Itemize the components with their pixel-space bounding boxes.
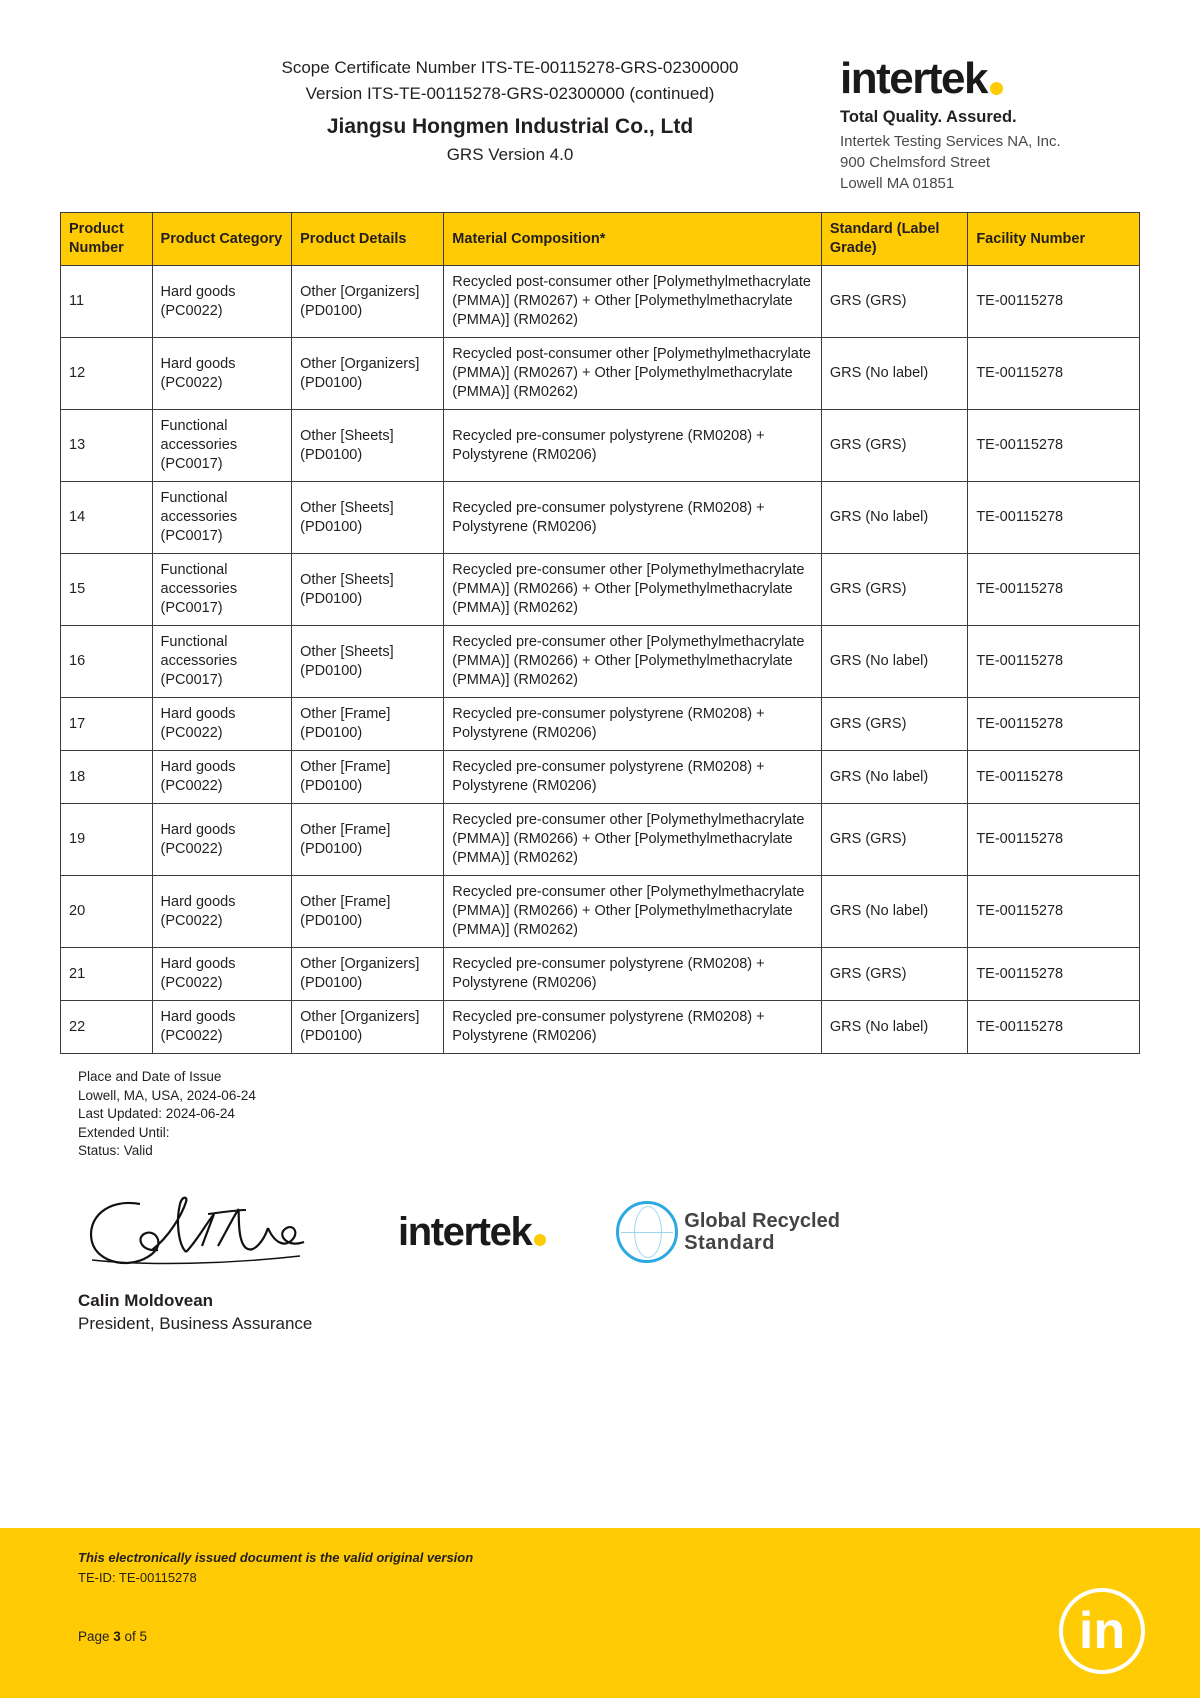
cell-product-category: Hard goods (PC0022) — [152, 266, 292, 338]
company-name: Jiangsu Hongmen Industrial Co., Ltd — [326, 115, 694, 138]
product-table — [60, 212, 1140, 1054]
cell-material-composition: Recycled pre-consumer polystyrene (RM0208) + Polystyrene (RM0206) — [444, 482, 822, 554]
issue-label: Place and Date of Issue — [78, 1069, 222, 1084]
cell-standard: GRS (No label) — [821, 626, 967, 698]
cell-product-details: Other [Sheets] (PD0100) — [292, 482, 444, 554]
cell-product-details: Other [Frame] (PD0100) — [292, 804, 444, 876]
page-prefix: Page — [78, 1629, 114, 1644]
cell-facility-number: TE-00115278 — [968, 338, 1140, 410]
table-header-row — [61, 213, 1140, 266]
table-row — [61, 338, 1140, 410]
cell-standard: GRS (GRS) — [821, 554, 967, 626]
cell-product-details: Other [Organizers] (PD0100) — [292, 338, 444, 410]
cell-product-category: Hard goods (PC0022) — [152, 948, 292, 1001]
cell-product-category: Functional accessories (PC0017) — [152, 410, 292, 482]
cell-material-composition: Recycled pre-consumer other [Polymethylmethacrylate (PMMA)] (RM0266) + Other [Polymethylmethacrylate (PMMA)] (RM0262) — [444, 554, 822, 626]
cell-material-composition: Recycled pre-consumer polystyrene (RM0208) + Polystyrene (RM0206) — [444, 751, 822, 804]
address-line-2: 900 Chelmsford Street — [840, 154, 991, 171]
table-row — [61, 626, 1140, 698]
issue-last-updated: Last Updated: 2024-06-24 — [78, 1106, 235, 1121]
cell-product-details: Other [Sheets] (PD0100) — [292, 626, 444, 698]
cell-standard: GRS (GRS) — [821, 698, 967, 751]
cell-material-composition: Recycled pre-consumer polystyrene (RM0208) + Polystyrene (RM0206) — [444, 1001, 822, 1054]
intertek-footer-logo-icon — [398, 1209, 546, 1254]
cell-product-number: 19 — [61, 804, 153, 876]
issue-extended-until: Extended Until: — [78, 1124, 170, 1140]
cell-facility-number: TE-00115278 — [968, 948, 1140, 1001]
cell-facility-number: TE-00115278 — [968, 1001, 1140, 1054]
cell-product-number: 15 — [61, 554, 153, 626]
table-row — [61, 698, 1140, 751]
grs-logo-line-1: Global Recycled — [684, 1209, 840, 1232]
certificate-version: Version ITS-TE-00115278-GRS-02300000 (continued) — [305, 84, 715, 103]
signer-block — [0, 1281, 1200, 1334]
cell-product-number: 14 — [61, 482, 153, 554]
cell-product-number: 17 — [61, 698, 153, 751]
cell-product-category: Hard goods (PC0022) — [152, 804, 292, 876]
cell-material-composition: Recycled post-consumer other [Polymethylmethacrylate (PMMA)] (RM0267) + Other [Polymethylmethacrylate (PMMA)] (RM0262) — [444, 266, 822, 338]
intertek-footer-logo-text: intertek — [398, 1209, 532, 1254]
cell-material-composition: Recycled pre-consumer polystyrene (RM0208) + Polystyrene (RM0206) — [444, 948, 822, 1001]
global-recycled-standard-logo — [616, 1201, 840, 1263]
cell-standard: GRS (GRS) — [821, 266, 967, 338]
cell-facility-number: TE-00115278 — [968, 804, 1140, 876]
footer-validity-note: This electronically issued document is the valid original version — [78, 1550, 474, 1565]
document-footer — [0, 1528, 1200, 1698]
cell-product-category: Hard goods (PC0022) — [152, 751, 292, 804]
cell-product-details: Other [Sheets] (PD0100) — [292, 554, 444, 626]
cell-product-category: Functional accessories (PC0017) — [152, 554, 292, 626]
cell-product-details: Other [Organizers] (PD0100) — [292, 948, 444, 1001]
grs-version: GRS Version 4.0 — [446, 145, 574, 164]
certificate-number: Scope Certificate Number ITS-TE-00115278-GRS-02300000 — [281, 58, 739, 77]
header-logo-block — [840, 55, 1140, 194]
signature-image — [78, 1184, 328, 1280]
cell-facility-number: TE-00115278 — [968, 410, 1140, 482]
col-header-standard-label-grade: Standard (Label Grade) — [821, 213, 967, 266]
cell-product-details: Other [Organizers] (PD0100) — [292, 266, 444, 338]
cell-product-category: Hard goods (PC0022) — [152, 698, 292, 751]
cell-material-composition: Recycled pre-consumer polystyrene (RM0208) + Polystyrene (RM0206) — [444, 410, 822, 482]
cell-product-details: Other [Organizers] (PD0100) — [292, 1001, 444, 1054]
signer-name: Calin Moldovean — [78, 1290, 214, 1310]
cell-material-composition: Recycled pre-consumer polystyrene (RM0208) + Polystyrene (RM0206) — [444, 698, 822, 751]
issue-place-date: Lowell, MA, USA, 2024-06-24 — [78, 1087, 256, 1103]
cell-facility-number: TE-00115278 — [968, 751, 1140, 804]
address-line-3: Lowell MA 01851 — [840, 175, 955, 192]
cell-product-number: 22 — [61, 1001, 153, 1054]
intertek-logo-icon — [840, 54, 1140, 103]
table-row — [61, 948, 1140, 1001]
page-number: 3 — [113, 1629, 121, 1644]
cell-facility-number: TE-00115278 — [968, 876, 1140, 948]
cell-product-number: 13 — [61, 410, 153, 482]
cell-standard: GRS (GRS) — [821, 948, 967, 1001]
address-line-1: Intertek Testing Services NA, Inc. — [840, 133, 1061, 150]
cell-product-number: 18 — [61, 751, 153, 804]
cell-standard: GRS (No label) — [821, 751, 967, 804]
cell-product-details: Other [Sheets] (PD0100) — [292, 410, 444, 482]
cell-product-number: 12 — [61, 338, 153, 410]
intertek-footer-logo-dot-icon — [534, 1234, 546, 1246]
cell-product-number: 20 — [61, 876, 153, 948]
cell-material-composition: Recycled pre-consumer other [Polymethylmethacrylate (PMMA)] (RM0266) + Other [Polymethylmethacrylate (PMMA)] (RM0262) — [444, 804, 822, 876]
signer-title: President, Business Assurance — [78, 1313, 313, 1333]
cell-product-number: 16 — [61, 626, 153, 698]
grs-logo-line-2: Standard — [684, 1231, 775, 1254]
table-row — [61, 751, 1140, 804]
col-header-product-details: Product Details — [292, 213, 444, 266]
footer-page-indicator — [78, 1629, 1140, 1644]
cell-product-category: Hard goods (PC0022) — [152, 338, 292, 410]
cell-standard: GRS (GRS) — [821, 804, 967, 876]
cell-product-number: 21 — [61, 948, 153, 1001]
cell-material-composition: Recycled pre-consumer other [Polymethylmethacrylate (PMMA)] (RM0266) + Other [Polymethylmethacrylate (PMMA)] (RM0262) — [444, 626, 822, 698]
cell-facility-number: TE-00115278 — [968, 626, 1140, 698]
document-header — [0, 0, 1200, 194]
cell-standard: GRS (No label) — [821, 482, 967, 554]
intertek-logo-dot-icon — [990, 82, 1003, 95]
cell-product-category: Functional accessories (PC0017) — [152, 626, 292, 698]
col-header-material-composition: Material Composition* — [444, 213, 822, 266]
cell-standard: GRS (No label) — [821, 1001, 967, 1054]
table-row — [61, 804, 1140, 876]
table-row — [61, 554, 1140, 626]
cell-facility-number: TE-00115278 — [968, 698, 1140, 751]
page-of: of 5 — [120, 1629, 148, 1644]
cell-material-composition: Recycled pre-consumer other [Polymethylmethacrylate (PMMA)] (RM0266) + Other [Polymethylmethacrylate (PMMA)] (RM0262) — [444, 876, 822, 948]
intertek-mark-icon: in — [1059, 1588, 1145, 1674]
cell-facility-number: TE-00115278 — [968, 482, 1140, 554]
cell-facility-number: TE-00115278 — [968, 266, 1140, 338]
cell-product-details: Other [Frame] (PD0100) — [292, 698, 444, 751]
cell-product-category: Hard goods (PC0022) — [152, 1001, 292, 1054]
table-row — [61, 1001, 1140, 1054]
table-row — [61, 410, 1140, 482]
col-header-facility-number: Facility Number — [968, 213, 1140, 266]
table-row — [61, 482, 1140, 554]
cell-standard: GRS (GRS) — [821, 410, 967, 482]
table-row — [61, 266, 1140, 338]
cell-standard: GRS (No label) — [821, 876, 967, 948]
cell-product-details: Other [Frame] (PD0100) — [292, 876, 444, 948]
cell-product-category: Functional accessories (PC0017) — [152, 482, 292, 554]
cell-product-number: 11 — [61, 266, 153, 338]
intertek-logo-text: intertek — [840, 54, 987, 103]
globe-recycle-icon — [616, 1201, 678, 1263]
cell-product-details: Other [Frame] (PD0100) — [292, 751, 444, 804]
col-header-product-category: Product Category — [152, 213, 292, 266]
intertek-tagline: Total Quality. Assured. — [840, 108, 1017, 126]
footer-te-id: TE-ID: TE-00115278 — [78, 1570, 197, 1585]
cell-facility-number: TE-00115278 — [968, 554, 1140, 626]
cell-product-category: Hard goods (PC0022) — [152, 876, 292, 948]
signature-row — [0, 1161, 1200, 1281]
product-table-container — [0, 194, 1200, 1054]
header-title-block — [60, 55, 840, 194]
table-row — [61, 876, 1140, 948]
cell-material-composition: Recycled post-consumer other [Polymethylmethacrylate (PMMA)] (RM0267) + Other [Polymethylmethacrylate (PMMA)] (RM0262) — [444, 338, 822, 410]
issue-status: Status: Valid — [78, 1143, 153, 1158]
cell-standard: GRS (No label) — [821, 338, 967, 410]
col-header-product-number: Product Number — [61, 213, 153, 266]
issue-info-block — [0, 1054, 1200, 1161]
